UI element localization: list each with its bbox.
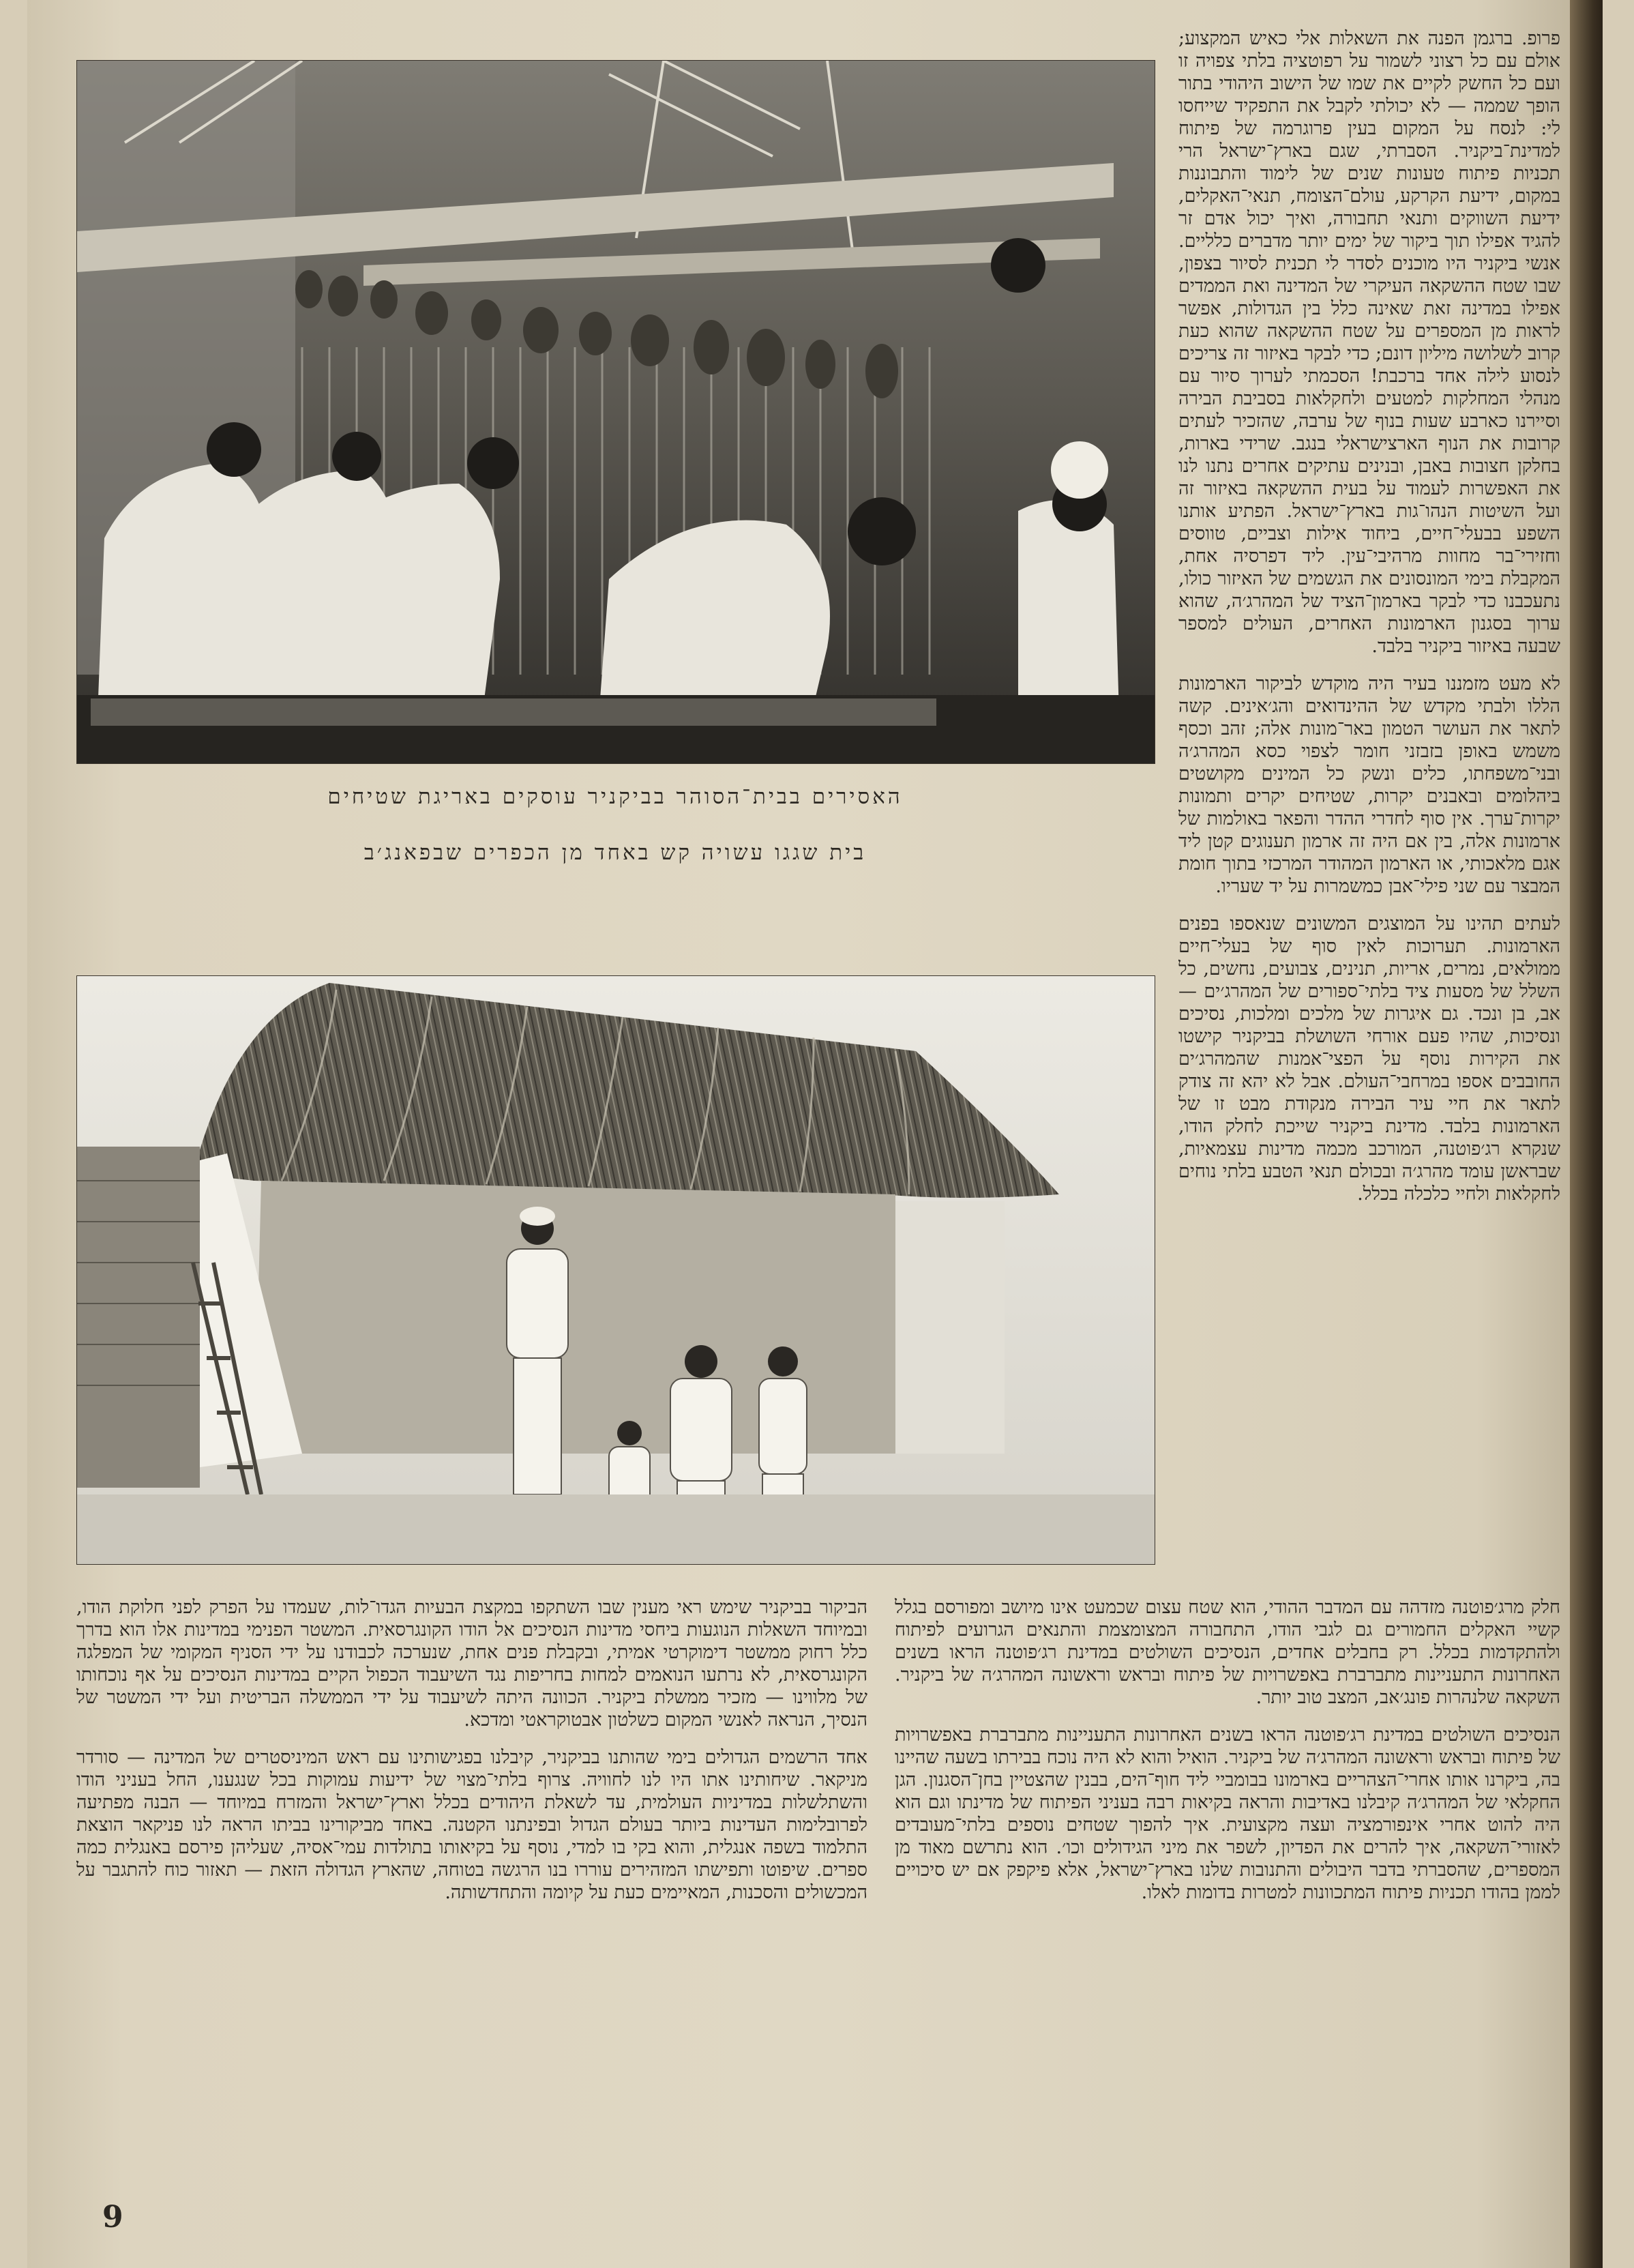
body-paragraph: לא מעט מזמננו בעיר היה מוקדש לביקור הארמונות הללו ולבתי מקדש של ההינדואים והג׳אינים. קשה לתאר את העושר הטמון באר־מונות אלה; זהב וכסף משמש באופן בזבזני חומר לצפוי כסא המהרג׳ה ובני־משפחתו, כלים ונשק כל המינים מקושטים ביהלומים ובאבנים יקרות, שטיחים יקרים ותמונות יקרות־ערך. אין סוף לחדרי ההדר והפאר באולמות של ארמונות אלה, בין אם היה זה ארמון תענוגים קטן ליד אגם מלאכותי, או הארמון המהודר המרכזי בתוך חומת המבצר עם שני פילי־אבן כמשמרות על יד שעריו. xyxy=(1178,673,1560,897)
page-number: 9 xyxy=(102,2200,123,2235)
weaving-photo-caption: האסירים בבית־הסוהר בביקניר עוסקים באריגת שטיחים xyxy=(327,784,903,809)
hut-photo-illustration xyxy=(77,976,1155,1564)
weaving-photo-illustration xyxy=(77,61,1155,763)
right-text-column xyxy=(1178,27,1560,1589)
hut-photo xyxy=(76,975,1155,1565)
weaving-photo xyxy=(76,60,1155,764)
hut-photo-caption: בית שגגו עשויה קש באחד מן הכפרים שבפאנג׳ב xyxy=(363,840,867,865)
body-paragraph: פרופ. ברגמן הפנה את השאלות אלי כאיש המקצוע; אולם עם כל רצוני לשמור על רפוטציה בלתי צפויה זו ועם כל החשק לקיים את שמו של הישוב היהודי בתור הופך שממה — לא יכולתי לקבל את התפקיד שייחסו לי: לנסח על המקום בעין פרוגרמה של פיתוח למדינת־ביקניר. הסברתי, שגם בארץ־ישראל הרי תכניות פיתוח טעונות שנים של לימוד והתבוננות במקום, ידיעת הקרקע, עולם־הצומח, תנאי־האקלים, ידיעת השווקים ותנאי תחבורה, ואיך יכול אדם זר להגיד אפילו תוך ביקור של ימים יותר מדברים כלליים. אנשי ביקניר היו מוכנים לסדר לי תכנית לסיור בצפון, שבו שטח ההשקאה העיקרי של המדינה ואת הממדים אפילו במדינה זאת שאינה כלל בין הגדולות, אפשר לראות מן המספרים על שטח ההשקאה שהוא כעת קרוב לשלושה מיליון דונם; כדי לבקר באיזור זה צריכים לנסוע לילה אחד ברכבת! הסכמתי לערוך סיור עם מנהלי המחלקות למטעים ולחקלאות בסביבת הבירה וסיירנו כארבע שעות בנוף של ערבה, שהזכיר לעתים קרובות את הנוף הארצישראלי בנגב. שרידי בארות, בחלקן חצובות באבן, ובנינים עתיקים אחרים נתנו לנו את האפשרות לעמוד על בעית ההשקאה באיזור זה ועל השיטות הנהו־גות בארץ־ישראל. הפתיע אותנו השפע בבעלי־חיים, ביחוד אילות וצביים, טווסים וחזירי־בר מחוות מרהיבי־עין. ליד דפרסיה אחת, המקבלת בימי המונסונים את הגשמים של האיזור כולו, נתעכבנו כדי לבקר בארמון־הציד של המהרג׳ה, שהוא ערוך בסגנון הארמונות האחרים, העולים למספר שבעה באיזור ביקניר בלבד. xyxy=(1178,28,1560,657)
body-paragraph: אחד הרשמים הגדולים בימי שהותנו בביקניר, קיבלנו בפגישותינו עם ראש המיניסטרים של המדינה — סורדר מניקאר. שיחותינו אתו היו לנו לחוויה. צרוף בלתי־מצוי של ידיעות עמוקות בכל שנגענו, החל בעניני הודו והשתלשלות במדיניות העולמית, עד לשאלת היהודים בכלל וארץ־ישראל והמזרח במיוחד — הבנה מפתיעה לפרובלימות העדינות ביותר בעולם הגדול ובפינתנו הקטנה. באחד מביקורינו בביתו הראה לנו פניקאר הוצאת התלמוד בשפה אנגלית, והוא בקי בו למדי, נוסף על בקיאותו בתולדות עמי־אסיה, שעליהן פירסם באנגלית כמה ספרים. שיפוטו ותפישתו המזהירים עוררו בנו הרגשה בטוחה, שהארץ הגדולה הזאת — תאזור כוח להתגבר על המכשולים והסכנות, המאיימים כעת על קיומה והתחדשותה. xyxy=(76,1747,867,1903)
bottom-left-text-column xyxy=(76,1596,867,2169)
book-spine xyxy=(1570,0,1603,2268)
body-paragraph: לעתים תהינו על המוצגים המשונים שנאספו בפנים הארמונות. תערוכות לאין סוף של בעלי־חיים ממולאים, נמרים, אריות, תנינים, צבועים, נחשים, כל השלל של מסעות ציד בלתי־ספורים של המהרג׳ים — אב, בן ונכד. גם איגרות של מלכים ומלכות, נסיכים ונסיכות, שהיו פעם אורחי השושלת בביקניר קישטו את הקירות נוסף על הפצי־אמנות שהמהרג׳ים החובבים אספו במרחבי־העולם. אבל לא יהא זה צודק לתאר את חיי עיר הבירה מנקודת מבט זו של הארמונות בלבד. מדינת ביקניר שייכת לחלק הודו, שנקרא רג׳פוטנה, המורכב מכמה מדינות עצמאיות, שבראשן עומד מהרג׳ה ובכולם תנאי הטבע בלתי נוחים לחקלאות ולחיי כלכלה בכלל. xyxy=(1178,913,1560,1205)
body-paragraph: הנסיכים השולטים במדינת רג׳פוטנה הראו בשנים האחרונות התעניינות מתברברת באפשרויות של פיתוח ובראש וראשונה המהרג׳ה של ביקניר. הואיל והוא לא היה נוכח בבירתו בשעה שהיינו בה, ביקרנו אותו אחרי־הצהריים בארמונו בבומביי ליד חוף־הים, בבנין שהצטיין בחן־הסגנון. הגן החקלאי של המהרג׳ה קיבלנו באדיבות והראה בקיאות רבה בעניני הפיתוח של מדינתו וגם הוא היה להוט אחרי אינפורמציה ועצה מקצועית. איך להפוך שטחים נוספים בלתי־מעובדים לאזורי־השקאה, איך להרים את הפדיון, לשפר את מיני הגידולים וכו׳. הוא נתרשם מאוד מן המספרים, שהסברתי בדבר היבולים והתנובות שלנו בארץ־ישראל, אלא פיקפק אם יש סיכויים לממן בהודו תכניות פיתוח המתכוונות למטרות בדומות לאלו. xyxy=(895,1724,1560,1903)
bottom-right-text-column xyxy=(895,1596,1560,2169)
body-paragraph: חלק מרג׳פוטנה מזדהה עם המדבר ההודי, הוא שטח עצום שכמעט אינו מיושב ומפורסם בגלל קשיי האקלים החמורים גם לגבי הודו, התחבורה המצומצמת והתנאים הגרועים לפיתוח ולהתקדמות בכלל. רק בחבלים אחדים, הנסיכים השולטים במדינת רג׳פוטנה הראו בשנים האחרונות התעניינות מתברברת באפשרויות של פיתוח ובראש וראשונה המהרג׳ה של ביקניר. השקאה שלנהרות פונג׳אב, המצב טוב יותר. xyxy=(895,1597,1560,1708)
magazine-page xyxy=(27,0,1603,2268)
body-paragraph: הביקור בביקניר שימש ראי מענין שבו השתקפו במקצת הבעיות הגדו־לות, שעמדו על הפרק לפני חלוקת הודו, ובמיוחד השאלות הנוגעות ביחסי מדינות הנסיכים אל הודו הקונגרסאית. המשטר הפנימי במדינות אלו הוא בדרך כלל רחוק ממשטר דימוקרטי אמיתי, ובקבלת פנים אחת, שנערכה לכבודנו על ידי הסניף המקומי של המפלגה הקונגרסאית, לא נרתעו הנואמים למחות בחריפות נגד השיעבוד הכפול הקיים במדינות הנסיכים על אף נוכחותו של מלווינו — מזכיר ממשלת ביקניר. הכוונה היתה לשיעבוד על ידי הממשלה הבריטית ועל ידי המשטר של הנסיך, הנראה לאנשי המקום כשלטון אבטוקראטי ומדכא. xyxy=(76,1597,867,1731)
